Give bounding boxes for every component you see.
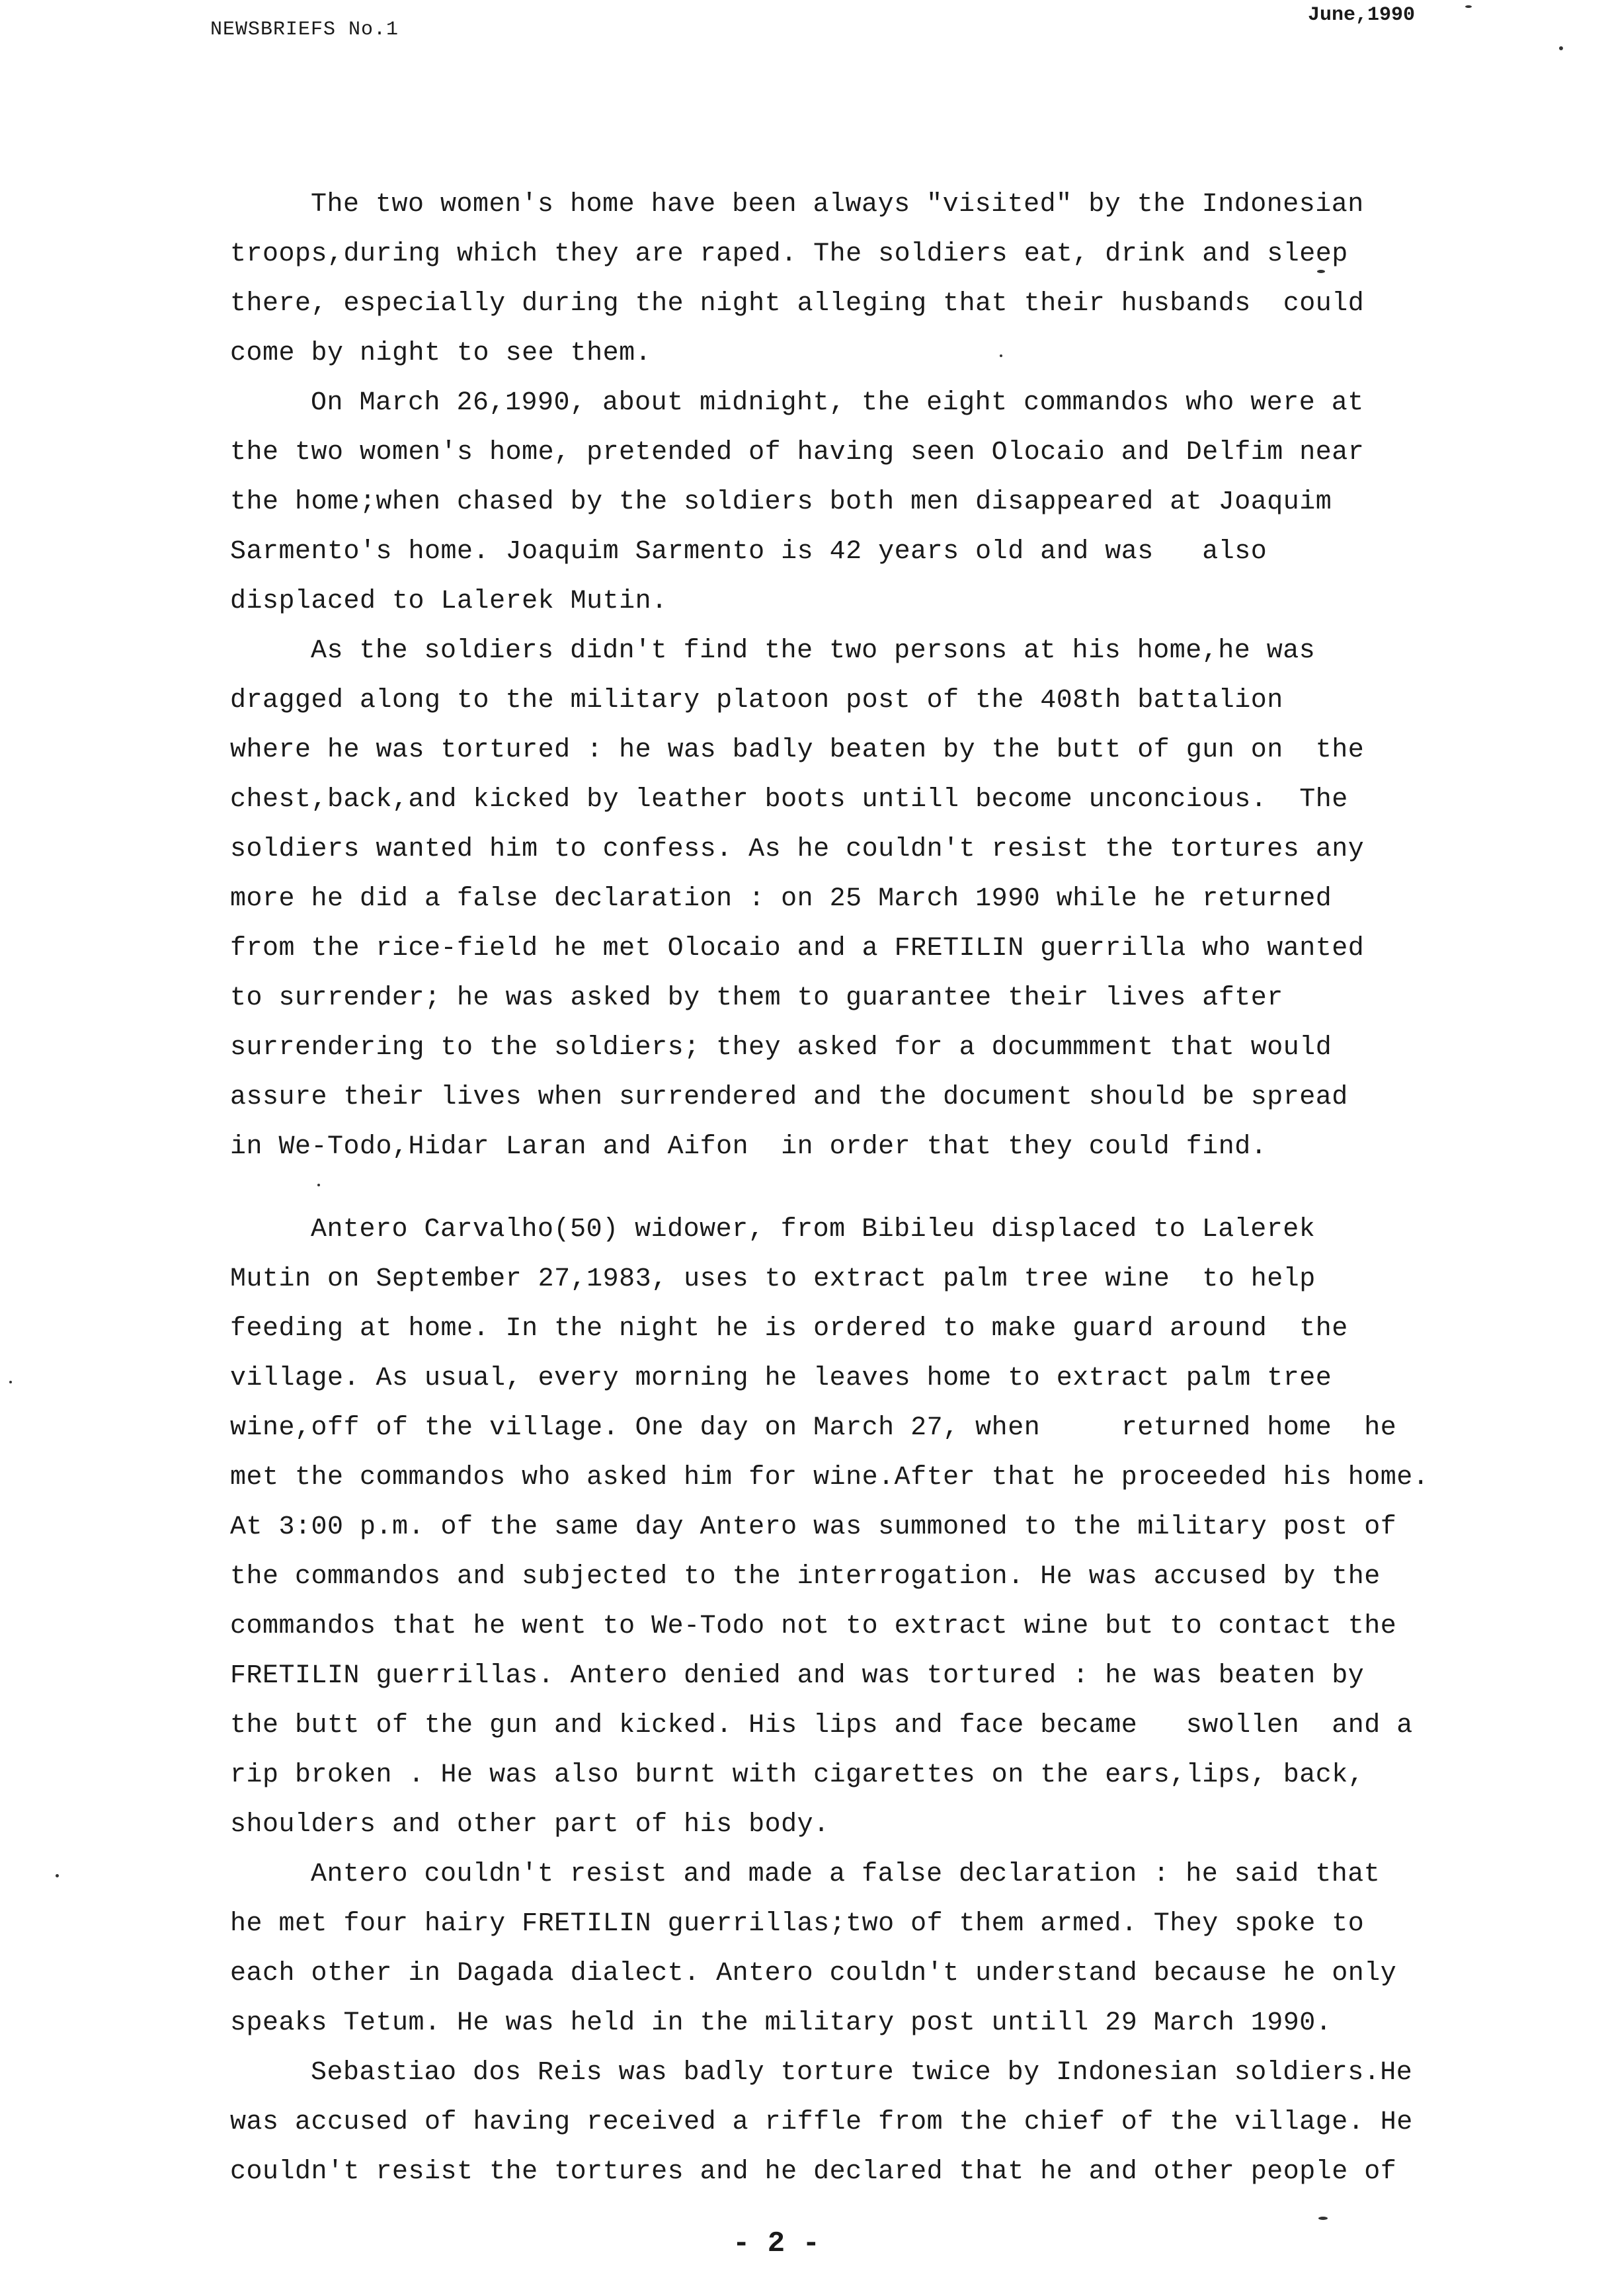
scan-speck <box>1318 2217 1328 2220</box>
text-line: displaced to Lalerek Mutin. <box>230 587 668 616</box>
text-line: each other in Dagada dialect. Antero couldn't understand because he only <box>230 1959 1397 1988</box>
text-line: where he was tortured : he was badly beaten by the butt of gun on the <box>230 735 1365 765</box>
text-line: As the soldiers didn't find the two persons at his home,he was <box>311 636 1316 666</box>
scan-speck <box>56 1874 59 1877</box>
text-line: was accused of having received a riffle from the chief of the village. He <box>230 2108 1413 2137</box>
text-line: Sarmento's home. Joaquim Sarmento is 42 years old and was also <box>230 537 1267 567</box>
text-line: FRETILIN guerrillas. Antero denied and was tortured : he was beaten by <box>230 1661 1365 1691</box>
scan-speck <box>1000 354 1002 357</box>
text-line: The two women's home have been always "visited" by the Indonesian <box>311 190 1364 220</box>
text-line: commandos that he went to We-Todo not to extract wine but to contact the <box>230 1612 1397 1641</box>
text-line: the home;when chased by the soldiers both men disappeared at Joaquim <box>230 487 1332 517</box>
text-line: assure their lives when surrendered and the document should be spread <box>230 1083 1348 1112</box>
paragraph-gap <box>230 1172 1460 1205</box>
text-line: couldn't resist the tortures and he declared that he and other people of <box>230 2157 1397 2187</box>
scan-speck <box>1465 5 1472 8</box>
text-line: come by night to see them. <box>230 339 652 368</box>
text-line: in We-Todo,Hidar Laran and Aifon in order that they could find. <box>230 1132 1267 1162</box>
text-line: from the rice-field he met Olocaio and a FRETILIN guerrilla who wanted <box>230 934 1365 964</box>
text-line: the butt of the gun and kicked. His lips and face became swollen and a <box>230 1711 1413 1741</box>
text-line: soldiers wanted him to confess. As he couldn't resist the tortures any <box>230 835 1365 864</box>
text-line: wine,off of the village. One day on March 27, when returned home he <box>230 1413 1397 1443</box>
text-line: the commandos and subjected to the interrogation. He was accused by the <box>230 1562 1381 1592</box>
text-line: Mutin on September 27,1983, uses to extract palm tree wine to help <box>230 1264 1316 1294</box>
text-line: the two women's home, pretended of having seen Olocaio and Delfim near <box>230 438 1365 468</box>
text-line: speaks Tetum. He was held in the military post untill 29 March 1990. <box>230 2008 1332 2038</box>
scan-speck <box>1317 270 1325 273</box>
text-line: On March 26,1990, about midnight, the eight commandos who were at <box>311 388 1364 418</box>
text-line: village. As usual, every morning he leaves home to extract palm tree <box>230 1364 1332 1393</box>
scan-speck <box>9 1381 12 1383</box>
text-line: At 3:00 p.m. of the same day Antero was summoned to the military post of <box>230 1512 1397 1542</box>
text-line: to surrender; he was asked by them to guarantee their lives after <box>230 983 1283 1013</box>
text-line: there, especially during the night alleging that their husbands could <box>230 289 1365 319</box>
text-line: chest,back,and kicked by leather boots untill become unconcious. The <box>230 785 1348 815</box>
page-number: - 2 - <box>733 2227 821 2260</box>
text-line: he met four hairy FRETILIN guerrillas;two of them armed. They spoke to <box>230 1909 1365 1939</box>
text-line: rip broken . He was also burnt with cigarettes on the ears,lips, back, <box>230 1760 1365 1790</box>
text-line: feeding at home. In the night he is ordered to make guard around the <box>230 1314 1348 1344</box>
text-line: Antero Carvalho(50) widower, from Bibileu displaced to Lalerek <box>311 1215 1316 1245</box>
header-date: June,1990 <box>1308 4 1416 26</box>
newsletter-title: NEWSBRIEFS No.1 <box>210 19 399 41</box>
text-line: shoulders and other part of his body. <box>230 1810 830 1840</box>
body-text <box>230 180 1460 2197</box>
text-line: surrendering to the soldiers; they asked for a docummment that would <box>230 1033 1332 1063</box>
text-line: Sebastiao dos Reis was badly torture twice by Indonesian soldiers.He <box>311 2058 1413 2088</box>
scan-speck <box>1559 46 1563 50</box>
text-line: troops,during which they are raped. The soldiers eat, drink and sleep <box>230 239 1348 269</box>
scan-speck <box>317 1184 320 1186</box>
text-line: Antero couldn't resist and made a false declaration : he said that <box>311 1860 1381 1889</box>
text-line: dragged along to the military platoon post of the 408th battalion <box>230 686 1283 716</box>
text-line: more he did a false declaration : on 25 March 1990 while he returned <box>230 884 1332 914</box>
text-line: met the commandos who asked him for wine.After that he proceeded his home. <box>230 1463 1429 1493</box>
